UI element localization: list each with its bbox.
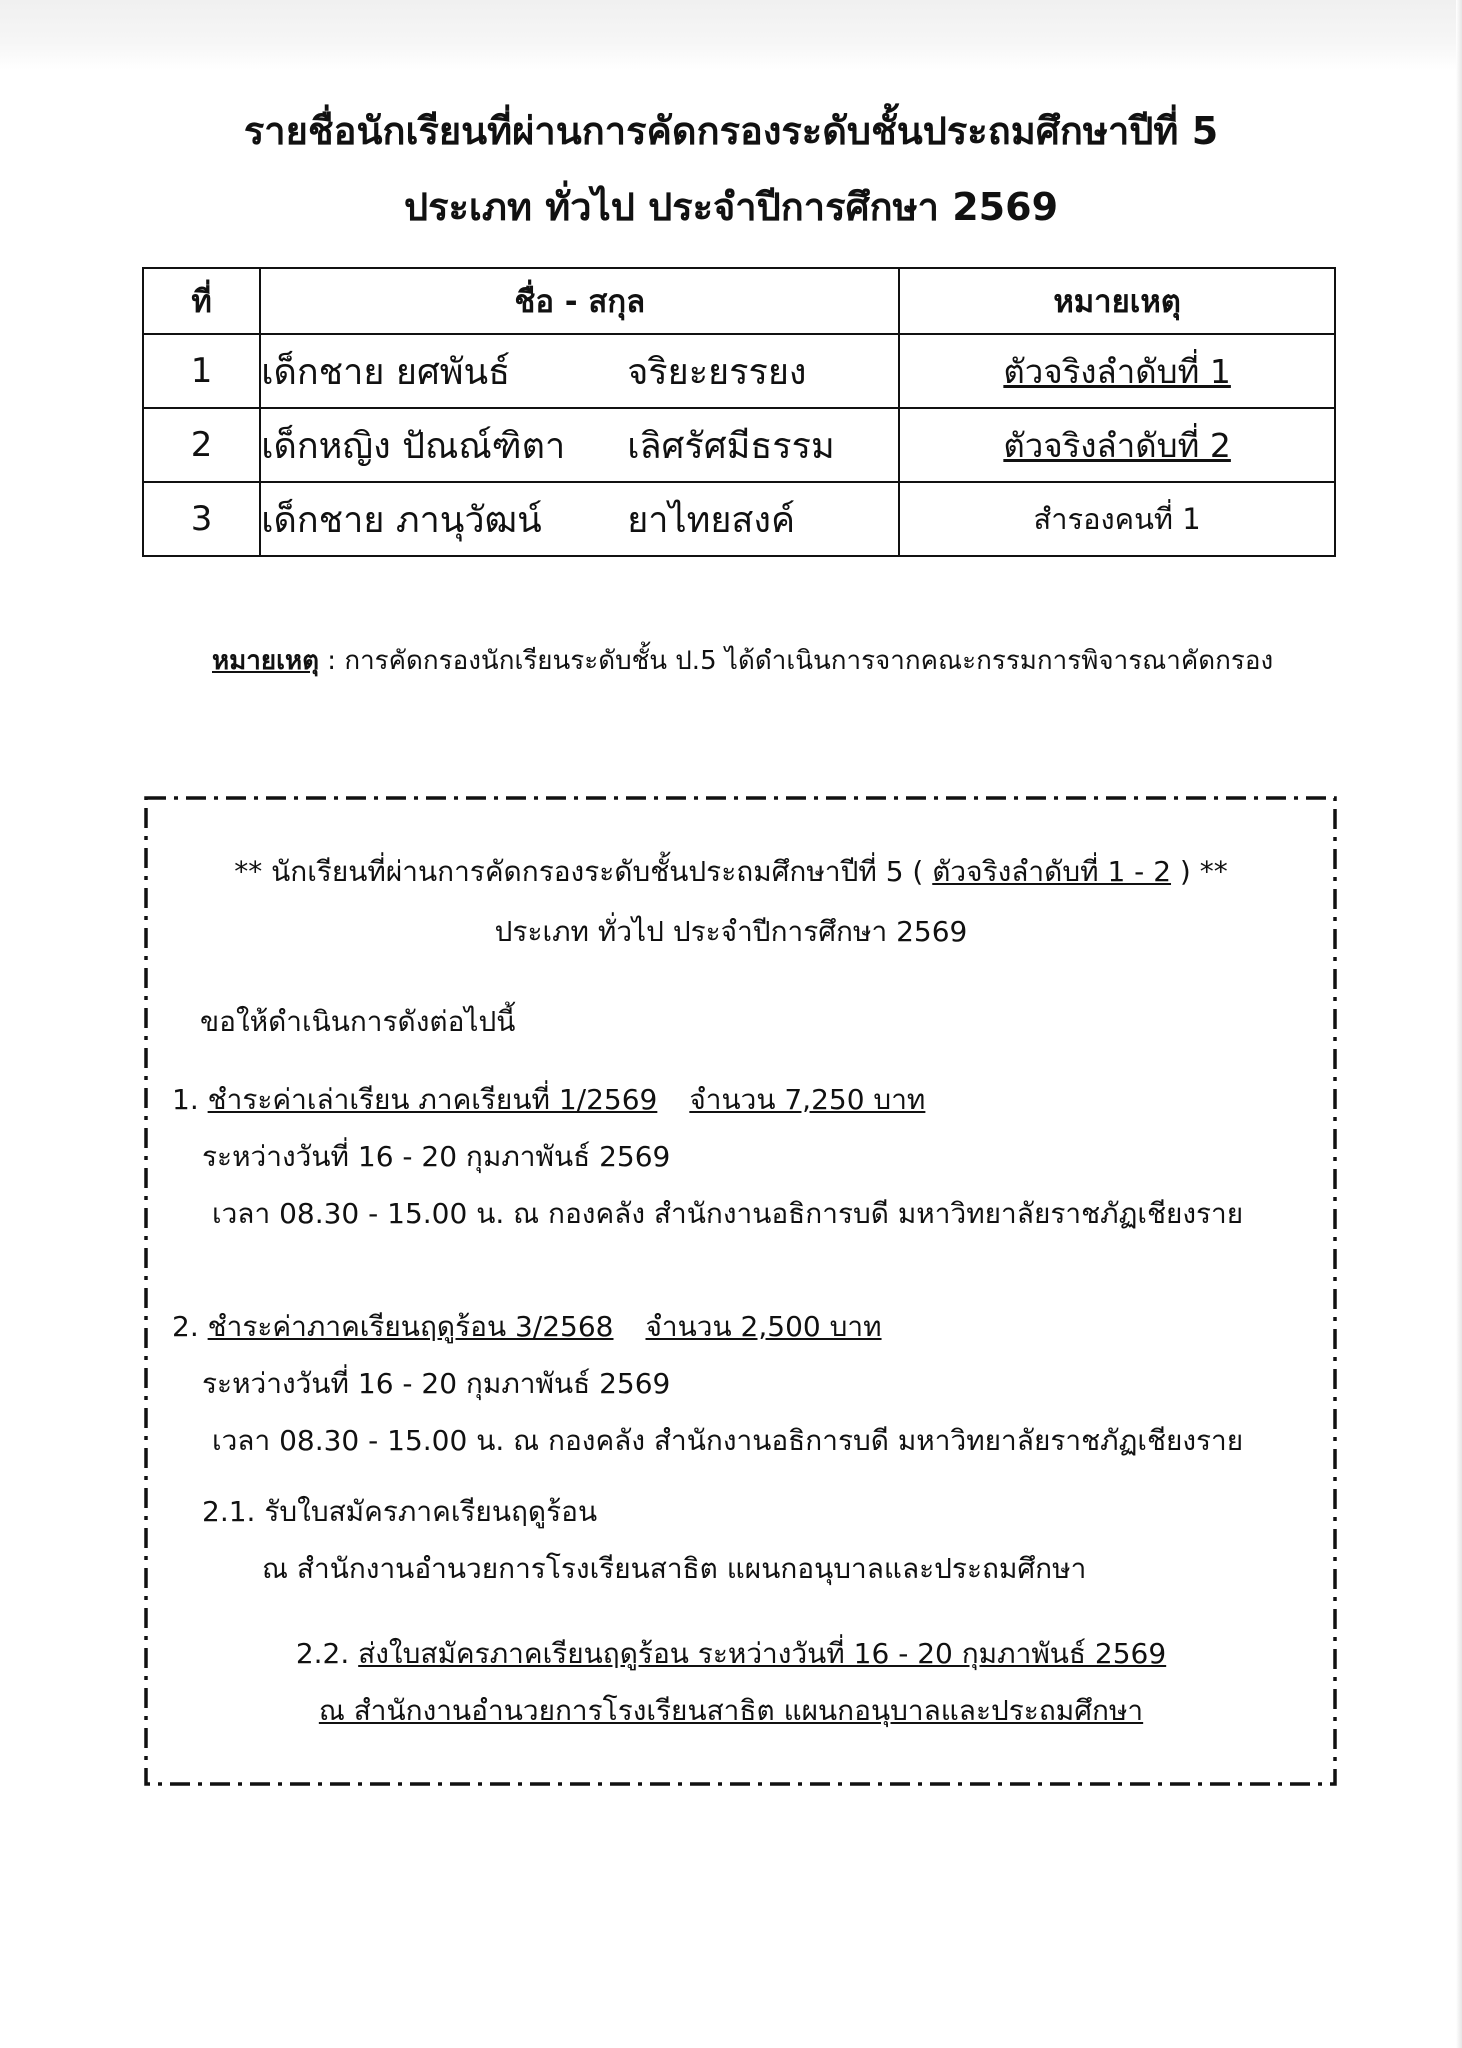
table-row — [143, 408, 1335, 482]
item-1-period: ระหว่างวันที่ 16 - 20 กุมภาพันธ์ 2569 — [202, 1140, 671, 1173]
notice-heading-prefix: ** นักเรียนที่ผ่านการคัดกรองระดับชั้นประถมศึกษาปีที่ 5 ( — [234, 855, 933, 888]
remark-label: หมายเหตุ — [212, 646, 320, 676]
item-2-amount: จำนวน 2,500 บาท — [645, 1310, 882, 1343]
item-2-1-place: ณ สำนักงานอำนวยการโรงเรียนสาธิต แผนกอนุบาลและประถมศึกษา — [262, 1552, 1087, 1585]
student-first-name: เด็กชาย ภานุวัฒน์ — [261, 499, 542, 541]
item-1-title: ชำระค่าเล่าเรียน ภาคเรียนที่ 1/2569 — [207, 1083, 658, 1116]
row-note: ตัวจริงลำดับที่ 1 — [899, 334, 1335, 408]
student-last-name: ยาไทยสงค์ — [627, 499, 796, 541]
student-name — [260, 482, 899, 556]
item-2-2-number: 2.2. — [295, 1637, 359, 1670]
table-row — [143, 482, 1335, 556]
remark-text: : การคัดกรองนักเรียนระดับชั้น ป.5 ได้ดำเนินการจากคณะกรรมการพิจารณาคัดกรอง — [319, 646, 1274, 676]
student-first-name: เด็กหญิง ปัณณ์ฑิตา — [261, 425, 566, 467]
item-2-period: ระหว่างวันที่ 16 - 20 กุมภาพันธ์ 2569 — [202, 1367, 671, 1400]
item-2-1-title: 2.1. รับใบสมัครภาคเรียนฤดูร้อน — [202, 1495, 598, 1528]
row-number: 1 — [143, 334, 260, 408]
column-header-no: ที่ — [143, 268, 260, 334]
remark — [212, 640, 1273, 681]
item-1-place: เวลา 08.30 - 15.00 น. ณ กองคลัง สำนักงานอธิการบดี มหาวิทยาลัยราชภัฏเชียงราย — [212, 1197, 1244, 1230]
row-number: 3 — [143, 482, 260, 556]
row-note: ตัวจริงลำดับที่ 2 — [899, 408, 1335, 482]
student-name — [260, 408, 899, 482]
student-table — [142, 267, 1336, 557]
item-2-2-title: ส่งใบสมัครภาคเรียนฤดูร้อน ระหว่างวันที่ 16 - 20 กุมภาพันธ์ 2569 — [358, 1637, 1167, 1670]
item-2-place: เวลา 08.30 - 15.00 น. ณ กองคลัง สำนักงานอธิการบดี มหาวิทยาลัยราชภัฏเชียงราย — [212, 1424, 1244, 1457]
item-1-heading — [172, 1078, 925, 1122]
student-last-name: เลิศรัศมีธรรม — [627, 425, 835, 467]
column-header-note: หมายเหตุ — [899, 268, 1335, 334]
notice-subheading: ประเภท ทั่วไป ประจำปีการศึกษา 2569 — [494, 915, 968, 948]
notice-intro: ขอให้ดำเนินการดังต่อไปนี้ — [200, 1005, 516, 1038]
item-1-number: 1. — [172, 1083, 208, 1116]
notice-heading-suffix: ) ** — [1171, 855, 1228, 888]
row-note: สำรองคนที่ 1 — [899, 482, 1335, 556]
item-2-number: 2. — [172, 1310, 208, 1343]
notice-heading-emphasis: ตัวจริงลำดับที่ 1 - 2 — [932, 855, 1172, 888]
row-number: 2 — [143, 408, 260, 482]
scan-shadow-top — [0, 0, 1462, 70]
item-1-amount: จำนวน 7,250 บาท — [689, 1083, 926, 1116]
item-2-heading — [172, 1305, 882, 1349]
table-header-row — [143, 268, 1335, 334]
document-title: รายชื่อนักเรียนที่ผ่านการคัดกรองระดับชั้นประถมศึกษาปีที่ 5 — [243, 109, 1219, 153]
student-first-name: เด็กชาย ยศพันธ์ — [261, 351, 511, 393]
document-subtitle: ประเภท ทั่วไป ประจำปีการศึกษา 2569 — [403, 185, 1059, 229]
item-2-2-place: ณ สำนักงานอำนวยการโรงเรียนสาธิต แผนกอนุบาลและประถมศึกษา — [318, 1694, 1144, 1727]
student-name — [260, 334, 899, 408]
table-row — [143, 334, 1335, 408]
column-header-name: ชื่อ - สกุล — [260, 268, 899, 334]
item-2-title: ชำระค่าภาคเรียนฤดูร้อน 3/2568 — [207, 1310, 614, 1343]
item-2-2-heading — [0, 1632, 1462, 1676]
student-last-name: จริยะยรรยง — [627, 351, 807, 393]
scan-shadow-right — [1456, 0, 1462, 2048]
notice-heading — [0, 850, 1462, 894]
